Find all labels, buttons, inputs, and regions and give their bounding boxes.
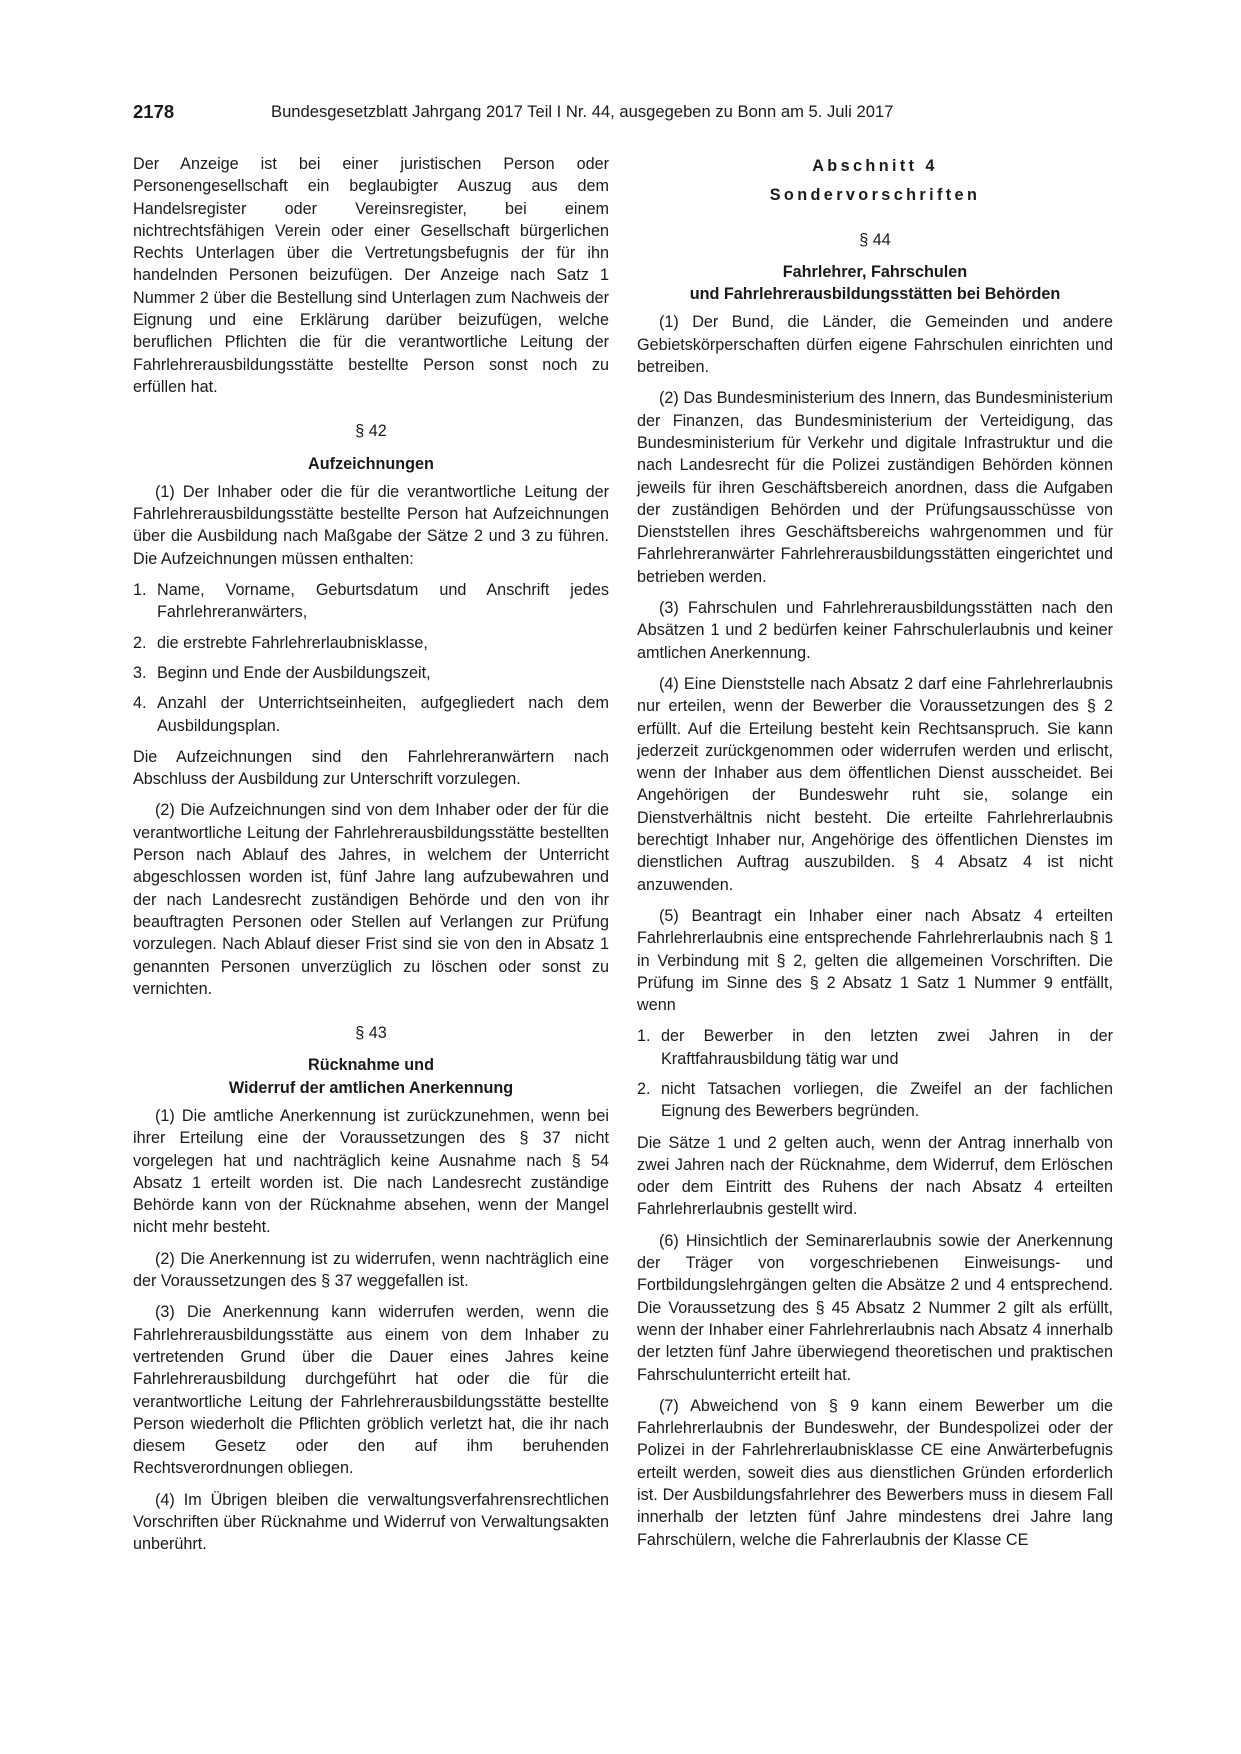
section-44-paragraph-6: (6) Hinsichtlich der Seminarerlaubnis sowie der Anerkennung der Träger von vorgeschriebenen Einweisungs- und Fortbildungslehrgängen gelten die Absätze 2 und 4 entsprechend. Die Voraussetzung des § 45 Absatz 2 Nummer 2 gilt als erfüllt, wenn der Inhaber einer Fahrlehrerlaubnis nach Absatz 4 innerhalb der letzten fünf Jahre überwiegend theoretischen und praktischen Fahrschulunterricht erteilt hat. [637,1231,1113,1384]
list-item [133,692,609,737]
abschnitt-heading: Abschnitt 4 [812,157,938,175]
list-item-text: Name, Vorname, Geburtsdatum und Anschrift jedes Fahrlehreranwärters, [157,581,609,622]
left-column [133,153,609,1565]
section-44-title-line-2: und Fahrlehrerausbildungsstätten bei Behörden [689,285,1061,304]
section-42-list [133,579,609,737]
list-item-text: Beginn und Ende der Ausbildungszeit, [157,663,431,682]
list-item-text: der Bewerber in den letzten zwei Jahren in der Kraftfahrausbildung tätig war und [661,1027,1113,1068]
list-item-text: Anzahl der Unterrichtseinheiten, aufgegliedert nach dem Ausbildungsplan. [157,694,609,735]
list-item [133,632,609,654]
section-42-number: § 42 [355,422,387,441]
section-44-paragraph-3: (3) Fahrschulen und Fahrlehrerausbildungsstätten nach den Absätzen 1 und 2 bedürfen keiner Fahrschulerlaubnis und keiner amtlichen Anerkennung. [637,599,1113,662]
section-44-number: § 44 [859,230,891,249]
page-header [133,101,973,127]
section-44-paragraph-4: (4) Eine Dienststelle nach Absatz 2 darf eine Fahrlehrerlaubnis nur erteilen, wenn der Bewerber die Voraussetzungen des § 2 erfüllt. Auf die Erteilung besteht kein Rechtsanspruch. Sie kann jederzeit zurückgenommen oder widerrufen werden und erlischt, wenn der Inhaber aus dem öffentlichen Dienst ausscheidet. Bei Angehörigen der Bundeswehr ruht sie, solange ein Dienstverhältnis nicht besteht. Die erteilte Fahrlehrerlaubnis berechtigt Inhaber nur, Angehörige des öffentlichen Dienstes im dienstlichen Auftrag auszubilden. § 4 Absatz 4 ist nicht anzuwenden. [637,674,1113,894]
section-43-title [133,1054,609,1099]
section-44-paragraph-2: (2) Das Bundesministerium des Innern, das Bundesministerium der Finanzen, das Bundesministerium der Verteidigung, das Bundesministerium für Verkehr und digitale Infrastruktur und die nach Landesrecht für die Polizei zuständigen Behörden können jeweils für ihren Geschäftsbereich anordnen, dass die Aufgaben der zuständigen Behörden und der Prüfungsausschüsse von Dienststellen ihres Geschäftsbereichs wahrgenommen und für Fahrlehreranwärter Fahrlehrerausbildungsstätten eingerichtet und betrieben werden. [637,389,1113,586]
section-43-paragraph-2: (2) Die Anerkennung ist zu widerrufen, wenn nachträglich eine der Voraussetzungen des § 37 weggefallen ist. [133,1249,609,1291]
section-43-number: § 43 [355,1024,387,1043]
list-item [133,579,609,624]
section-43-paragraph-4: (4) Im Übrigen bleiben die verwaltungsverfahrensrechtlichen Vorschriften über Rücknahme und Widerruf von Verwaltungsakten unberührt. [133,1490,609,1554]
list-item [637,1078,1113,1123]
right-column [637,153,1113,1551]
section-43-paragraph-1: (1) Die amtliche Anerkennung ist zurückzunehmen, wenn bei ihrer Erteilung eine der Voraussetzungen des § 37 nicht vorgelegen hat und nachträglich keine Ausnahme nach § 54 Absatz 1 erteilt worden ist. Die nach Landesrecht zuständige Behörde kann von der Rücknahme absehen, wenn der Mangel nicht mehr besteht. [133,1106,609,1237]
section-44-paragraph-7: (7) Abweichend von § 9 kann einem Bewerber um die Fahrlehrerlaubnis der Bundeswehr, der Bundespolizei oder der Polizei in der Fahrlehrerlaubnisklasse CE eine Anwärterbefugnis erteilt werden, soweit dies aus dienstlichen Gründen erforderlich ist. Der Ausbildungsfahrlehrer des Bewerbers muss in diesem Fall innerhalb der letzten fünf Jahre mindestens drei Jahre lang Fahrschülern, welche die Fahrerlaubnis der Klasse CE [637,1396,1113,1549]
section-42-paragraph-1: (1) Der Inhaber oder die für die verantwortliche Leitung der Fahrlehrerausbildungsstätte bestellte Person hat Aufzeichnungen über die Ausbildung nach Maßgabe der Sätze 2 und 3 zu führen. Die Aufzeichnungen müssen enthalten: [133,482,609,568]
running-head: Bundesgesetzblatt Jahrgang 2017 Teil I Nr. 44, ausgegeben zu Bonn am 5. Juli 2017 [271,102,894,121]
list-item-number: 3. [133,663,147,682]
section-43-title-line-2: Widerruf der amtlichen Anerkennung [228,1078,514,1097]
section-44-title [637,261,1113,306]
section-44-paragraph-5: (5) Beantragt ein Inhaber einer nach Absatz 4 erteilten Fahrlehrerlaubnis eine entsprechende Fahrlehrerlaubnis nach § 1 in Verbindung mit § 2, gelten die allgemeinen Vorschriften. Die Prüfung im Sinne des § 2 Absatz 1 Satz 1 Nummer 9 entfällt, wenn [637,906,1113,1015]
list-item-number: 2. [133,633,147,652]
intro-paragraph: Der Anzeige ist bei einer juristischen Person oder Personengesellschaft ein beglaubigter Auszug aus dem Handelsregister oder Vereinsregister, bei einem nichtrechtsfähigen Verein oder einer Gesellschaft bürgerlichen Rechts Unterlagen über die Vertretungsbefugnis der für ihn handelnden Personen beizufügen. Der Anzeige nach Satz 1 Nummer 2 über die Bestellung sind Unterlagen zum Nachweis der Eignung und eine Erklärung darüber beizufügen, welche beruflichen Pflichten die für die verantwortliche Leitung der Fahrlehrerausbildungsstätte bestellte Person sonst noch zu erfüllen hat. [133,155,609,396]
section-42-paragraph-1b: Die Aufzeichnungen sind den Fahrlehreranwärtern nach Abschluss der Ausbildung zur Unterschrift vorzulegen. [133,747,609,789]
section-42-title: Aufzeichnungen [308,454,434,473]
section-44-paragraph-1: (1) Der Bund, die Länder, die Gemeinden und andere Gebietskörperschaften dürfen eigene Fahrschulen einrichten und betreiben. [637,313,1113,377]
section-44-paragraph-5b: Die Sätze 1 und 2 gelten auch, wenn der Antrag innerhalb von zwei Jahren nach der Rücknahme, dem Widerruf, dem Erlöschen oder dem Eintritt des Ruhens der nach Absatz 4 erteilten Fahrlehrerlaubnis gestellt wird. [637,1133,1113,1219]
list-item-text: die erstrebte Fahrlehrerlaubnisklasse, [157,633,428,652]
list-item [133,662,609,684]
section-42-paragraph-2: (2) Die Aufzeichnungen sind von dem Inhaber oder der für die verantwortliche Leitung der Fahrlehrerausbildungsstätte bestellten Person nach Ablauf des Jahres, in welchem der Unterricht abgeschlossen worden ist, fünf Jahre lang aufzubewahren und der nach Landesrecht zuständigen Behörde und den von ihr beauftragten Personen oder Stellen auf Verlangen zur Prüfung vorzulegen. Nach Ablauf dieser Frist sind sie von den in Absatz 1 genannten Personen unverzüglich zu löschen oder sonst zu vernichten. [133,801,609,998]
list-item-number: 1. [637,1027,651,1046]
section-44-list [637,1025,1113,1122]
page-number: 2178 [133,101,175,122]
list-item [637,1025,1113,1070]
list-item-text: nicht Tatsachen vorliegen, die Zweifel an der fachlichen Eignung des Bewerbers begründen. [661,1079,1113,1121]
list-item-number: 2. [637,1079,651,1098]
abschnitt-title: Sondervorschriften [769,186,981,205]
list-item-number: 1. [133,581,147,600]
section-43-paragraph-3: (3) Die Anerkennung kann widerrufen werden, wenn die Fahrlehrerausbildungsstätte aus einem von dem Inhaber zu vertretenden Grund über die Dauer eines Jahres keine Fahrlehrerausbildung durchgeführt hat oder die für die verantwortliche Leitung der Fahrlehrerausbildungsstätte bestellte Person wiederholt die Pflichten gröblich verletzt hat, die ihr nach diesem Gesetz oder den auf ihm beruhenden Rechtsverordnungen obliegen. [133,1303,609,1478]
section-43-title-line-1: Rücknahme und [308,1056,434,1075]
list-item-number: 4. [133,694,147,713]
section-44-title-line-1: Fahrlehrer, Fahrschulen [782,262,968,281]
